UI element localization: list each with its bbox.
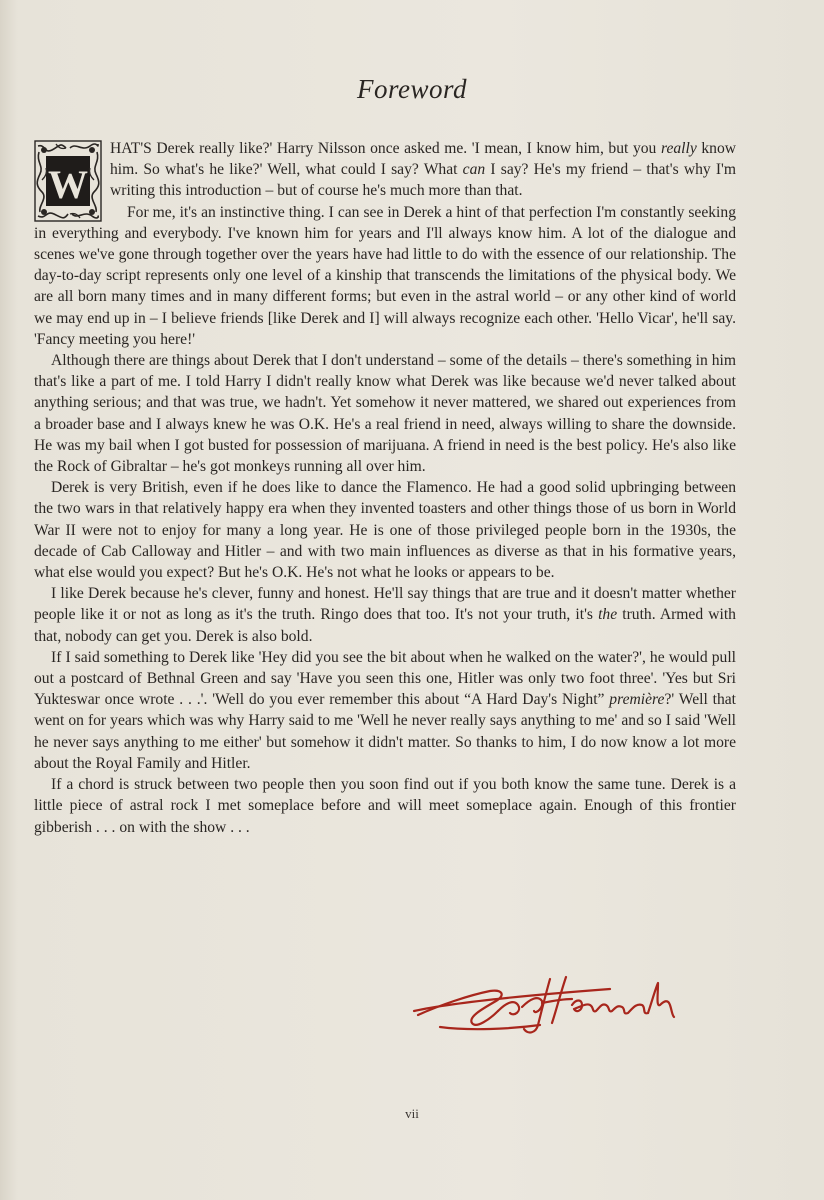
page-number: vii <box>405 1106 419 1121</box>
paragraph-5-text-b: truth. Armed with that, nobody can get you. Derek is also bold. <box>34 606 736 645</box>
paragraph-5 <box>34 583 736 647</box>
paragraph-1-text-c: I say? He's my friend – that's why I'm writing this introduction – but of course he's much more than that. <box>110 161 736 200</box>
ornamental-dropcap-w <box>34 140 102 222</box>
handwritten-signature <box>410 965 680 1040</box>
paragraph-3: Although there are things about Derek that I don't understand – some of the details – there's something in him that's like a part of me. I told Harry I didn't really know what Derek was like because we'd never talked about anything serious; and that was true, we hadn't. Yet somehow it never mattered, we shared out experiences from a broader base and I always knew he was O.K. He's a real friend in need, always willing to share the downside. He was my bail when I got busted for possession of marijuana. A friend in need is the best policy. He's also like the Rock of Gibraltar – he's got monkeys running all over him. <box>34 352 736 476</box>
paragraph-2: For me, it's an instinctive thing. I can see in Derek a hint of that perfection I'm constantly seeking in everything and everybody. I've known him for years and I'll always know him. A lot of the dialogue and scenes we've gone through together over the years have had little to do with the essence of our relationship. The day-to-day script represents only one level of a kinship that transcends the limitations of the physical body. We are all born many times and in many different forms; but even in the astral world – or any other kind of world we may end up in – I believe friends [like Derek and I] will always recognize each other. 'Hello Vicar', he'll say. 'Fancy meeting you here!' <box>34 203 736 348</box>
foreword-body <box>34 138 736 838</box>
dropcap-letter: W <box>48 162 88 207</box>
paragraph-4: Derek is very British, even if he does like to dance the Flamenco. He had a good solid upbringing between the two wars in that relatively happy era when they invented toasters and other things those of us born in World War II were not to enjoy for many a long year. He is one of those privileged people born in the 1930s, the decade of Cab Calloway and Hitler – and with two main influences as diverse as that in his formative years, what else would you expect? But he's O.K. He's not what he looks or appears to be. <box>34 479 736 582</box>
paragraph-6 <box>34 647 736 774</box>
emphasis-premiere: première <box>609 691 665 709</box>
page-title: Foreword <box>357 74 467 104</box>
paragraph-6-text-b: ?' Well that went on for years which was why Harry said to me 'Well he never really says anything to me' and so I said 'Well he never says anything to me either' but somehow it didn't matter. So thanks to him, I do now know a lot more about the Royal Family and Hitler. <box>34 691 737 772</box>
paragraph-6-text-a: If I said something to Derek like 'Hey did you see the bit about when he walked on the water?', he would pull out a postcard of Bethnal Green and say 'Have you seen this one, Hitler was only two foot three'. 'Yes but Sri Yukteswar once wrote . . .'. 'Well do you ever remember this about “A Hard Day's Night” <box>34 648 736 709</box>
paragraph-1-text-a: HAT'S Derek really like?' Harry Nilsson once asked me. 'I mean, I know him, but you <box>110 140 661 157</box>
paragraph-1-text-b: know him. So what's he like?' Well, what could I say? What <box>110 140 736 179</box>
emphasis-really: really <box>660 140 697 157</box>
emphasis-the: the <box>598 606 618 624</box>
paragraph-7: If a chord is struck between two people then you soon find out if you both know the same tune. Derek is a little piece of astral rock I met someplace before and will meet someplace again. Enough of this frontier gibberish . . . on with the show . . . <box>34 776 736 836</box>
paragraph-5-text-a: I like Derek because he's clever, funny and honest. He'll say things that are true and it doesn't matter whether people like it or not as long as it's the truth. Ringo does that too. It's not your truth, it's <box>34 585 736 624</box>
signature-text: George Harrison <box>410 965 419 966</box>
paragraph-1 <box>34 138 736 207</box>
emphasis-can: can <box>462 161 486 179</box>
